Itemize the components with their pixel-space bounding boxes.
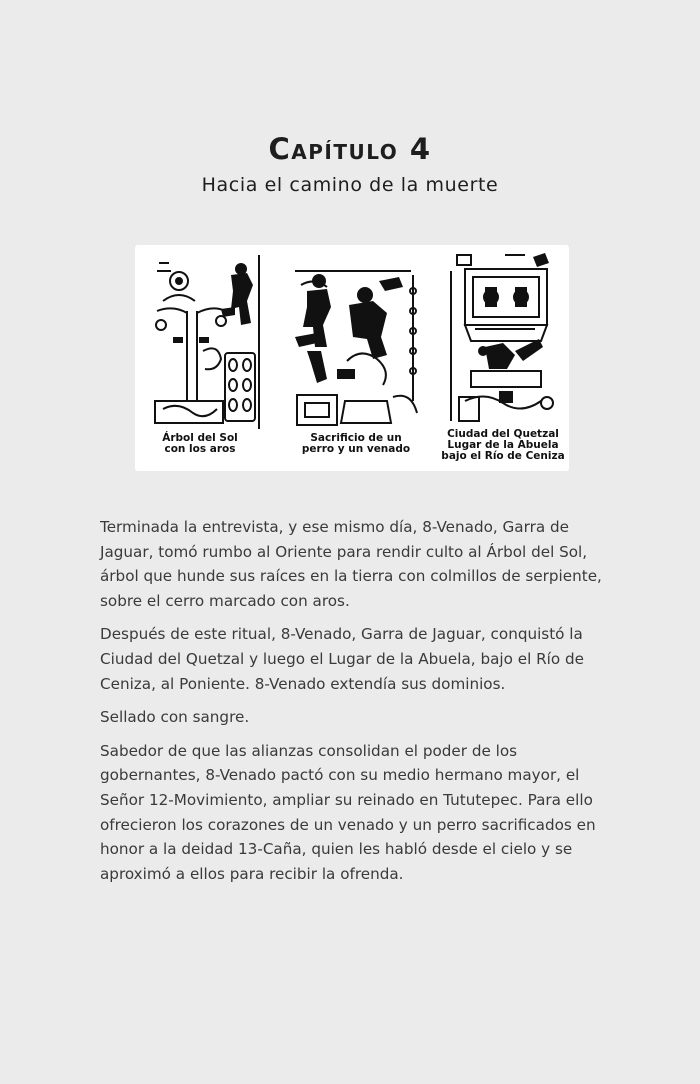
- paragraph: Terminada la entrevista, y ese mismo día, 8-Venado, Garra de Jaguar, tomó rumbo al Oriente para rendir culto al Árbol del Sol, árbol que hunde sus raíces en la tierra con colmillos de serpiente, sobre el cerro marcado con aros.: [100, 518, 602, 610]
- chapter-title: Capítulo 4: [268, 132, 432, 166]
- paragraph: Sabedor de que las alianzas consolidan el poder de los gobernantes, 8-Venado pactó con su medio hermano mayor, el Señor 12-Movimiento, ampliar su reinado en Tututepec. Para ello ofrecieron los corazones de un venado y un perro sacrificados en honor a la deidad 13-Caña, quien les habló desde el cielo y se aproximó a ellos para recibir la ofrenda.: [100, 741, 596, 883]
- paragraph: Sellado con sangre.: [100, 708, 250, 727]
- codex-illustration: [135, 245, 569, 471]
- panel-caption-quetzal: Ciudad del Quetzal Lugar de la Abuela bajo el Río de Ceniza: [441, 428, 565, 462]
- paragraph: Después de este ritual, 8-Venado, Garra de Jaguar, conquistó la Ciudad del Quetzal y luego el Lugar de la Abuela, bajo el Río de Ceniza, al Poniente. 8-Venado extendía sus dominios.: [100, 625, 584, 693]
- chapter-subtitle: Hacia el camino de la muerte: [201, 174, 499, 196]
- quetzal-city-glyph: [445, 251, 563, 431]
- panel-caption-tree: Árbol del Sol con los aros: [162, 432, 238, 455]
- panel-caption-sacrifice: Sacrificio de un perro y un venado: [301, 432, 411, 455]
- chapter-body: [100, 515, 620, 895]
- sacrifice-glyph: [287, 251, 427, 431]
- tree-of-sun-glyph: [143, 251, 265, 431]
